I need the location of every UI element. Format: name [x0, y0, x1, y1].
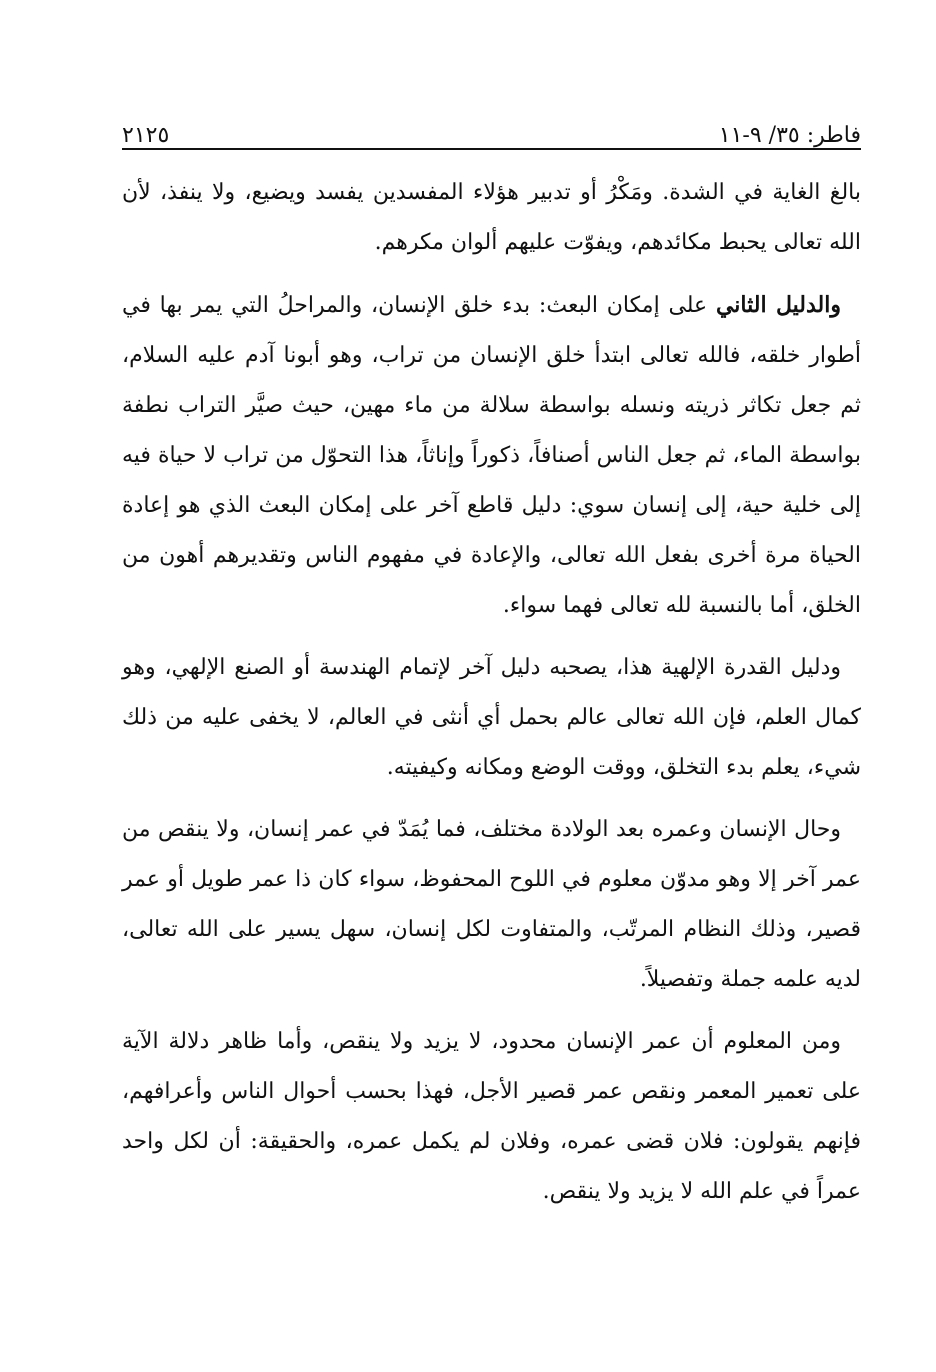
header-divider	[122, 148, 861, 150]
surah-reference: فاطر: ٣٥/ ٩-١١	[718, 123, 861, 148]
page-number: ٢١٢٥	[122, 123, 170, 148]
paragraph-text: بالغ الغاية في الشدة. ومَكْرُ أو تدبير هؤلاء المفسدين يفسد ويضيع، ولا ينفذ، لأن الله تعالى يحبط مكائدهم، ويفوّت عليهم ألوان مكرهم.	[122, 180, 861, 255]
paragraph-2	[122, 280, 861, 631]
paragraph-4	[122, 805, 861, 1005]
page-header	[122, 108, 861, 148]
paragraph-text: ومن المعلوم أن عمر الإنسان محدود، لا يزيد ولا ينقص، وأما ظاهر دلالة الآية على تعمير المعمر ونقص عمر قصير الأجل، فهذا بحسب أحوال الناس وأعرافهم، فإنهم يقولون: فلان قضى عمره، وفلان لم يكمل عمره، والحقيقة: أن لكل واحد عمراً في علم الله لا يزيد ولا ينقص.	[122, 1029, 861, 1204]
paragraph-1	[122, 168, 861, 268]
paragraph-text: وحال الإنسان وعمره بعد الولادة مختلف، فما يُمَدّ في عمر إنسان، ولا ينقص من عمر آخر إلا وهو مدوّن معلوم في اللوح المحفوظ، سواء كان ذا عمر طويل أو عمر قصير، وذلك النظام المرتّب، والمتفاوت لكل إنسان، سهل يسير على الله تعالى، لديه علمه جملة وتفصيلاً.	[122, 817, 861, 992]
paragraph-text: على إمكان البعث: بدء خلق الإنسان، والمراحلُ التي يمر بها في أطوار خلقه، فالله تعالى ابتدأ خلق الإنسان من تراب، وهو أبونا آدم عليه السلام، ثم جعل تكاثر ذريته ونسله بواسطة سلالة من ماء مهين، حيث صيَّر التراب نطفة بواسطة الماء، ثم جعل الناس أصنافاً، ذكوراً وإناثاً، هذا التحوّل من تراب لا حياة فيه إلى خلية حية، إلى إنسان سوي: دليل قاطع آخر على إمكان البعث الذي هو إعادة الحياة مرة أخرى بفعل الله تعالى، والإعادة في مفهوم الناس وتقديرهم أهون من الخلق، أما بالنسبة لله تعالى فهما سواء.	[122, 293, 862, 618]
paragraph-text: ودليل القدرة الإلهية هذا، يصحبه دليل آخر لإتمام الهندسة أو الصنع الإلهي، وهو كمال العلم، فإن الله تعالى عالم بحمل أي أنثى في العالم، لا يخفى عليه من ذلك شيء، يعلم بدء التخلق، ووقت الوضع ومكانه وكيفيته.	[122, 655, 861, 780]
paragraph-3	[122, 643, 861, 793]
page-body	[122, 168, 861, 1229]
paragraph-lead: والدليل الثاني	[715, 292, 841, 318]
paragraph-5	[122, 1017, 861, 1217]
